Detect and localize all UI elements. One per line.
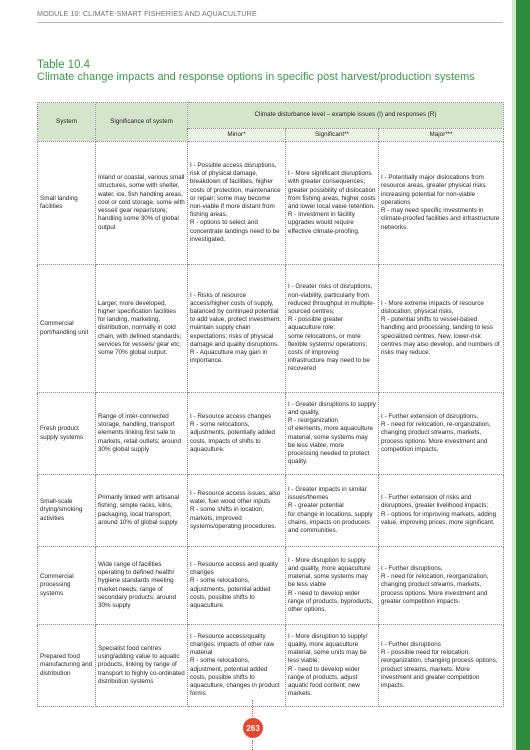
row-major-cell: I - Further disruptions, R - need for relocation, reorganization, changing product streams, markets, process options. More investment and greater competition impacts. [379, 547, 504, 625]
row-minor-cell: I - Resource access changes R - some relocations, adjustments, potentially added costs. Impacts of shifts to aquaculture. [188, 393, 286, 475]
header-significant: Significant** [286, 129, 379, 142]
row-system-cell: Small landing facilities [38, 142, 96, 265]
row-significance-cell: Range of inter-connected storage, handling, transport elements linking first sale to markets, retail outlets; around 30% global supply [96, 393, 188, 475]
row-significant-cell: I - More disruption to supply/ quality, more aquaculture material, some units may be less viable; R - need to develop wider range of products, adjust aquatic food content; new markets. [286, 625, 379, 707]
side-color-bar [512, 0, 530, 750]
row-system-cell: Commercial port/handling unit [38, 265, 96, 393]
row-significance-cell: Specialist food centres using/adding value to aquatic products, linking by range of transport to highly co-ordinated distribution systems [96, 625, 188, 707]
impacts-table [37, 102, 504, 707]
table-header-row [38, 103, 504, 129]
row-minor-cell: I - Resource access and quality changes R - some relocations, adjustments, potential added costs, possible shifts to aquaculture. [188, 547, 286, 625]
row-major-cell: I - Further extension of risks and disruptions, greater livelihood impacts; R - options for improving markets, adding value, improving prices, more significant. [379, 475, 504, 547]
side-bar-highlight [512, 0, 516, 750]
table-row [38, 142, 504, 265]
row-significant-cell: I - More disruption to supply and quality, more aquaculture material, some systems may be less viable R - need to develop wider range of products, byproducts, other options. [286, 547, 379, 625]
page-dots-bottom [252, 740, 253, 750]
row-significant-cell: I - Greater risks of disruptions, non-viability, particularly from reduced throughput in multiple-sourced centres; R - possible greater aquaculture role; some relocations, or more flexible systems/ operations; costs of improving infrastructure may need to be recovered [286, 265, 379, 393]
header-rule [37, 22, 503, 23]
table-row [38, 475, 504, 547]
row-minor-cell: I - Resource access/quality changes; impacts of other raw material R - some relocations, adjustment, potential added costs, possible shifts to aquaculture, changes in product forms [188, 625, 286, 707]
table-row [38, 393, 504, 475]
table-title: Climate change impacts and response options in specific post harvest/production systems [37, 71, 475, 83]
row-significance-cell: Larger, more developed, higher specification facilities for landing, marketing, distribution, normally in cold chain, with defined standards; services for vessels/ gear etc; some 70% global output. [96, 265, 188, 393]
row-significant-cell: I - More significant disruptions with greater consequences; greater possibility of dislocation from fishing areas, higher costs and lower local value retention. R - Investment in facility upgrades would require effective climate-proofing. [286, 142, 379, 265]
row-minor-cell: I - Resource access issues, also water, fuel wood other inputs R - some shifts in location, markets, improved systems/operating procedures. [188, 475, 286, 547]
row-major-cell: I - More extreme impacts of resource dislocation, physical risks, R - potential shifts to vessel-based handling and processing, landing to less specialized centres. New, lower-risk centres may also develop, and numbers of risks may reduce. [379, 265, 504, 393]
row-system-cell: Small-scale drying/smoking activities [38, 475, 96, 547]
table-body [38, 142, 504, 707]
table-label: Table 10.4 [37, 59, 91, 71]
row-system-cell: Prepared food manufacturing and distribution [38, 625, 96, 707]
row-major-cell: I - Further extension of disruptions, R - need for relocation, re-organization, changing product streams, markets, process options. More investment and competition impacts. [379, 393, 504, 475]
page-dots-top [252, 700, 253, 716]
header-significance: Significance of system [96, 103, 188, 142]
running-header: MODULE 10: CLIMATE-SMART FISHERIES AND AQUACULTURE [37, 9, 257, 18]
table-row [38, 547, 504, 625]
row-significance-cell: Primarily linked with artisanal fishing, simple racks, kilns, packaging, local transport; around 10% of global supply [96, 475, 188, 547]
row-major-cell: I - Potentially major dislocations from resource areas, greater physical risks increasing potential for non-viable operations R - may need specific investments in climate-proofed facilities and infrastructure networks. [379, 142, 504, 265]
header-major: Major*** [379, 129, 504, 142]
row-minor-cell: I - Risks of resource access/higher costs of supply, balanced by continued potential to add value, protect investment, maintain supply chain expectations; risks of physical damage and quality disruptions. R - Aquaculture may gain in importance. [188, 265, 286, 393]
table-row [38, 265, 504, 393]
row-major-cell: I - Further disruptions R - possible need for relocation, reorganization, changing process options, product streams, markets. More investment and greater competition impacts. [379, 625, 504, 707]
row-system-cell: Fresh product supply systems [38, 393, 96, 475]
row-significant-cell: I - Greater impacts in similar issues/themes R - greater potential for change in locations, supply chains, impacts on producers and communities. [286, 475, 379, 547]
header-disturbance: Climate disturbance level – example issues (I) and responses (R) [188, 103, 504, 129]
row-minor-cell: I - Possible access disruptions, risk of physical damage, breakdown of facilities, higher costs of protection, maintenance or repair; some may become non-viable if more distant from fishing areas. R - options to select and concentrate landings need to be investigated. [188, 142, 286, 265]
row-significance-cell: Inland or coastal, various small structures, some with shelter, water, ice, fish handling areas, cool or cold storage, some with vessel/ gear repair/store; handling some 30% of global output [96, 142, 188, 265]
table-row [38, 625, 504, 707]
page-number: 263 [243, 718, 263, 738]
header-system: System [38, 103, 96, 142]
row-significant-cell: I - Greater disruptions to supply and quality, R - reorganization of elements, more aquaculture material, some systems may be less viable, more processing needed to protect quality. [286, 393, 379, 475]
row-significance-cell: Wide range of facilities operating to defined health/ hygiene standards meeting market needs; range of secondary products; around 30% supply [96, 547, 188, 625]
header-minor: Minor* [188, 129, 286, 142]
row-system-cell: Commercial processing systems [38, 547, 96, 625]
